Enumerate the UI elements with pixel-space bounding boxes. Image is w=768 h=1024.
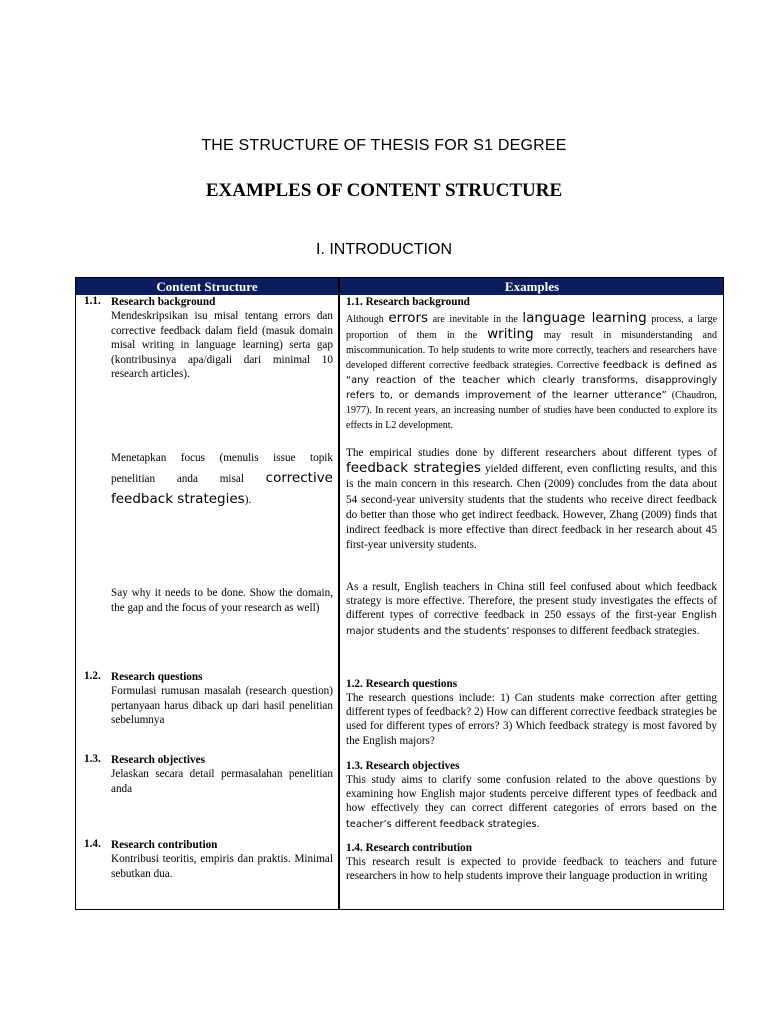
header-content-structure: Content Structure (156, 279, 258, 294)
column-divider (338, 278, 340, 909)
right-1-1-heading: 1.1. Research background (346, 296, 470, 308)
right-1-4-text: This research result is expected to provide feedback to teachers and future researchers in how to help students improve their language production in writing (346, 856, 717, 883)
left-1-4-text: Kontribusi teoritis, empiris dan praktis. Minimal sebutkan dua. (111, 853, 333, 880)
right-empirical-paragraph: The empirical studies done by different researchers about different types of feedback strategies yielded different, even conflicting results, and this is the main concern in this research. Chen (2009) concludes from the data about 54 second-year university students that the students who receive direct feedback do better than those who get indirect feedback. However, Zhang (2009) finds that indirect feedback is more effective than direct feedback in her research about 45 first-year university students. (346, 447, 717, 552)
content-structure-table (75, 277, 724, 910)
left-1-3-heading: Research objectives (111, 754, 205, 766)
left-focus-text: Menetapkan focus (menulis issue topik penelitian anda misal corrective feedback strategies). (111, 452, 333, 507)
left-1-2-text: Formulasi rumusan masalah (research question) pertanyaan harus diback up dari hasil penelitian sebelumnya (111, 685, 333, 727)
document-subtitle: EXAMPLES OF CONTENT STRUCTURE (205, 180, 563, 201)
right-1-1-paragraph: Although errors are inevitable in the language learning process, a large proportion of them in the writing may result in misunderstanding and miscommunication. To help students to write more correctly, teachers and researchers have developed different corrective feedback strategies. Corrective feedback is defined as “any reaction of the teacher which clearly transforms, disapprovingly refers to, or demands improvement of the learner utterance” (Chaudron, 1977). In recent years, an increasing number of studies have been conducted to explore its effects in L2 development. (346, 310, 718, 431)
right-1-4-heading: 1.4. Research contribution (346, 842, 472, 854)
right-result-paragraph: As a result, English teachers in China still feel confused about which feedback strategy is more effective. Therefore, the present study investigates the effects of different types of corrective feedback in 250 essays of the first-year English major students and the students’ responses to different feedback strategies. (346, 581, 717, 637)
left-1-1-text: Mendeskripsikan isu misal tentang errors dan corrective feedback dalam field (masuk domain misal writing in language learning) serta gap (kontribusinya apa/digali dari minimal 10 research articles). (111, 310, 333, 381)
left-1-1-number: 1.1. (84, 295, 101, 307)
table-header (76, 278, 723, 295)
section-heading: I. INTRODUCTION (316, 241, 452, 258)
left-1-1-heading: Research background (111, 296, 216, 308)
left-why-text: Say why it needs to be done. Show the domain, the gap and the focus of your research as well) (111, 587, 333, 614)
right-1-2-text: The research questions include: 1) Can students make correction after getting different types of feedback? 2) How can different corrective feedback strategies be used for different types of errors? 3) Which feedback strategy is most favored by the English majors? (346, 692, 717, 747)
left-1-2-heading: Research questions (111, 671, 203, 683)
right-1-3-heading: 1.3. Research objectives (346, 760, 460, 772)
left-1-3-number: 1.3. (84, 753, 101, 765)
right-1-2-heading: 1.2. Research questions (346, 678, 458, 690)
header-examples: Examples (504, 279, 560, 294)
left-1-4-number: 1.4. (84, 838, 101, 850)
right-1-3-text: This study aims to clarify some confusion related to the above questions by examining how English major students perceive different types of feedback and how effectively they can correct different categories of errors based on the teacher’s different feedback strategies. (346, 774, 717, 830)
left-1-2-number: 1.2. (84, 670, 101, 682)
left-1-4-heading: Research contribution (111, 839, 218, 851)
left-1-3-text: Jelaskan secara detail permasalahan penelitian anda (111, 768, 333, 795)
document-title: THE STRUCTURE OF THESIS FOR S1 DEGREE (201, 137, 567, 154)
